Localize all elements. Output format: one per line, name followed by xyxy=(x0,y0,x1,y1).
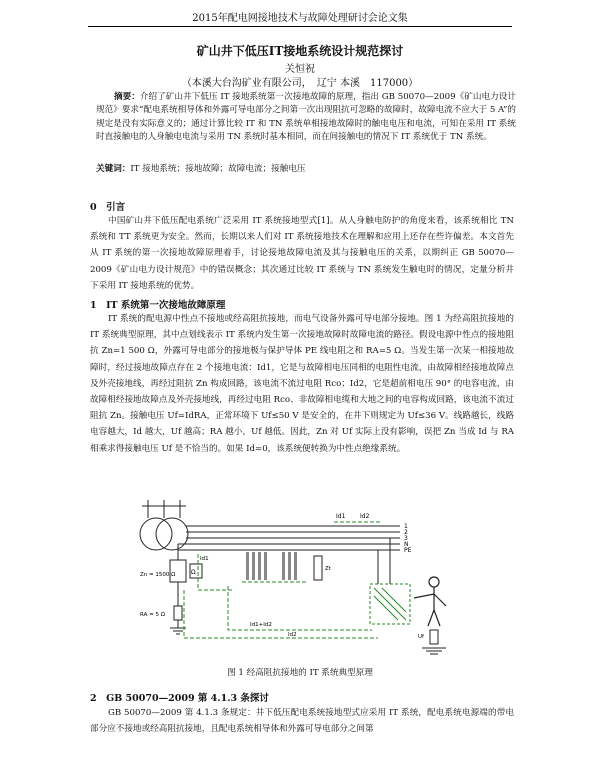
label-zt: Zt xyxy=(325,566,331,572)
running-header: 2015年配电网接地技术与故障处理研讨会论文集 xyxy=(192,13,408,24)
figure-caption: 图 1 经高阻抗接地的 IT 系统典型原理 xyxy=(227,668,373,678)
label-id-b: Id2 xyxy=(288,632,297,638)
author-name: 关恒祝 xyxy=(285,64,315,75)
zt-impedance xyxy=(314,556,322,580)
section-0-paragraph: 中国矿山井下低压配电系统广泛采用 IT 系统接地型式[1]。从人身触电防护的角度来看，该系统相比 TN 系统和 TT 系统更为安全。然而，长期以来人们对 IT 系统接地技术在理解和应用上还存在些许偏差。本文首先从 IT 系统的第一次接地故障原理着手，讨论接地故障电流及其与接触电压的关系，以期纠正 GB 50070—2009《矿山电力设计规范》中的错误概念；其次通过比较 IT 系统与 TN 系统发生触电时的情况，定量分析井下采用 IT 接地系统的优势。 xyxy=(90,216,514,291)
person-figure xyxy=(414,577,446,626)
line-capacitance xyxy=(246,552,297,580)
keywords-text: IT 接地系统；接地故障；故障电流；接触电压 xyxy=(130,164,306,174)
section-1-paragraph: IT 系统的配电源中性点不接地或经高阻抗接地，而电气设备外露可导电部分接地。图 1 为经高阻抗接地的 IT 系统典型原理，其中点划线表示 IT 系统内发生第一次接地故障时故障电流的路径。假设电源中性点的接地阻抗 Zn=1 500 Ω，外露可导电部分的接地极与保护导体 PE 线电阻之和 RA=5 Ω。当发生第一次某一相接地故障时，经过接地故障点存在 2 个接地电流：Id1，它是与故障相电压同相的电阻性电流，由故障相经接地故障点及外壳接地线，再经过阻抗 Zn 构成回路，该电流不流过电阻 Rco；Id2，它是超前相电压 90° 的电容电流，由故障相经接地故障点及外壳接地线，再经过电阻 Rco、非故障相电缆和大地之间的电容构成回路，该电流不流过阻抗 Zn。接触电压 Uf=IdRA，正常环境下 Uf≤50 V 是安全的，在井下则规定为 Uf≤36 V。线路越长，线路电容越大，Id 越大，Uf 越高；RA 越小，Uf 越低。因此，Zn 对 Uf 实际上没有影响，误把 Zn 当成 Id 与 RA 相乘求得接触电压 Uf 是不恰当的。如果 Id=0，该系统便转换为中性点绝缘系统。 xyxy=(90,314,514,454)
person-earth xyxy=(422,630,446,654)
abstract xyxy=(96,91,516,145)
section-0-heading: 0 引言 xyxy=(90,202,126,213)
label-l1: 1 xyxy=(404,523,408,530)
label-n: N xyxy=(404,541,409,548)
keywords xyxy=(96,162,516,174)
section-1-heading: 1 IT 系统第一次接地故障原理 xyxy=(90,300,226,311)
label-ra: RA = 5 Ω xyxy=(140,612,165,618)
header-rule xyxy=(88,26,512,27)
keywords-label: 关键词： xyxy=(96,164,131,174)
section-2-paragraph: GB 50070—2009 第 4.1.3 条规定：井下低压配电系统接地型式应采用 IT 系统，配电系统电源端的带电部分应不接地或经高阻抗接地，且配电系统相导体和外露可导电部分之间第 xyxy=(90,708,514,735)
conductor-lines xyxy=(178,526,400,550)
label-zn: Zn = 1500 Ω xyxy=(140,572,176,578)
affiliation: （本溪大台沟矿业有限公司， 辽宁 本溪 117000） xyxy=(181,78,419,89)
label-uf: Uf xyxy=(418,634,424,640)
fault-current-path xyxy=(184,554,378,638)
paper-title: 矿山井下低压IT接地系统设计规范探讨 xyxy=(196,44,404,58)
label-id-c: Id1 xyxy=(200,556,209,562)
label-l3: 3 xyxy=(404,535,408,542)
label-id2-top: Id2 xyxy=(360,513,370,520)
transformer-symbol xyxy=(140,500,188,550)
label-l2: 2 xyxy=(404,529,408,536)
label-id1-top: Id1 xyxy=(336,513,346,520)
section-2-heading: 2 GB 50070—2009 第 4.1.3 条探讨 xyxy=(90,693,269,704)
ohm-symbol: Ω xyxy=(191,569,196,576)
it-system-diagram xyxy=(138,498,468,656)
label-pe: PE xyxy=(404,547,412,554)
abstract-label: 摘要： xyxy=(114,92,140,102)
abstract-text: 介绍了矿山井下低压 IT 接地系统第一次接地故障的原理，指出 GB 50070—2009《矿山电力设计规范》要求“配电系统相导体和外露可导电部分之间第一次出现阻抗可忽略的故障时，故障电流不应大于 5 A”的规定是没有实际意义的；通过计算比较 IT 和 TN 系统单相接地故障时的触电电压和电流，可知在采用 IT 系统时直接触电的人身触电电流与采用 TN 系统时基本相同，而在间接触电的情况下 IT 系统优于 TN 系统。 xyxy=(96,92,516,143)
label-id-a: Id1+Id2 xyxy=(250,622,272,628)
